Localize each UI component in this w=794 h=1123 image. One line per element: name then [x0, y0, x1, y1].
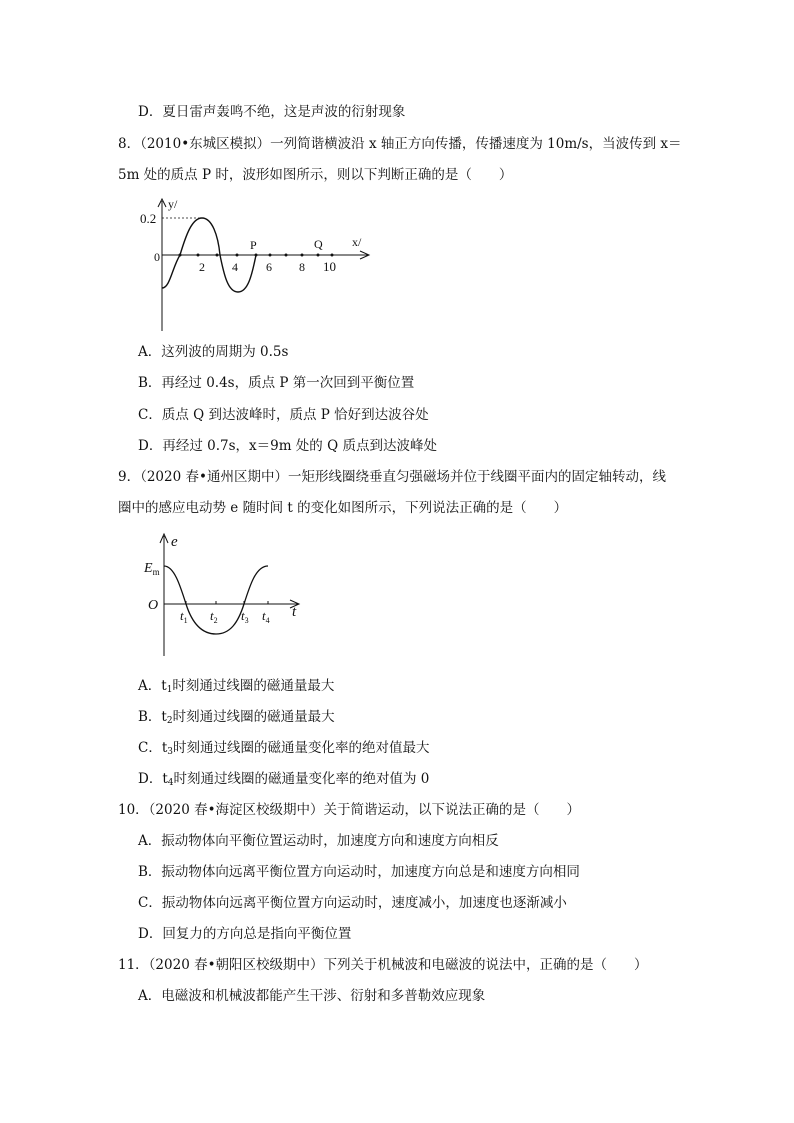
q11-option-a: A．电磁波和机械波都能产生干涉、衍射和多普勒效应现象 [138, 988, 486, 1004]
q8-option-d: D．再经过 0.7s，x＝9m 处的 Q 质点到达波峰处 [138, 438, 437, 454]
emf-y-label: e [171, 534, 178, 550]
wave-x-tick: 6 [266, 260, 272, 274]
q9-option-d: D．$t_4$时刻通过线圈的磁通量变化率的绝对值为 0 [138, 771, 430, 788]
q9-option-c: C．$t_3$时刻通过线圈的磁通量变化率的绝对值最大 [138, 740, 430, 757]
wave-point-q-label: Q [314, 237, 323, 251]
q8-option-b: B．再经过 0.4s，质点 P 第一次回到平衡位置 [138, 375, 415, 391]
wave-point-p-label: P [250, 238, 257, 252]
emf-t-tick-label: $t_1$ [180, 608, 188, 625]
wave-x-tick: 10 [323, 259, 336, 274]
q10-option-b: B．振动物体向远离平衡位置方向运动时，加速度方向总是和速度方向相同 [138, 864, 580, 880]
q8-option-a: A．这列波的周期为 0.5s [138, 344, 289, 360]
wave-x-tick: 8 [299, 260, 305, 274]
wave-amplitude-label: 0.2 [140, 211, 157, 226]
q8-stem-line2: 5m 处的质点 P 时，波形如图所示，则以下判断正确的是（ ） [118, 167, 513, 183]
wave-origin-label: 0 [154, 250, 160, 264]
emf-t-label: t [292, 604, 297, 620]
q9-stem-line1: 9．（2020 春•通州区期中）一矩形线圈绕垂直匀强磁场并位于线圈平面内的固定轴转动，线 [118, 469, 666, 485]
emf-t-tick-label: $t_2$ [210, 608, 218, 625]
q10-stem: 10．（2020 春•海淀区校级期中）关于简谐运动，以下说法正确的是（ ） [118, 802, 581, 818]
q11-stem: 11．（2020 春•朝阳区校级期中）下列关于机械波和电磁波的说法中，正确的是（ ） [118, 957, 648, 973]
q10-option-d: D．回复力的方向总是指向平衡位置 [138, 926, 352, 942]
q10-option-c: C．振动物体向远离平衡位置方向运动时，速度减小，加速度也逐渐减小 [138, 895, 567, 911]
q9-option-a: A．$t_1$时刻通过线圈的磁通量最大 [138, 678, 335, 695]
q8-stem-line1: 8．（2010•东城区模拟）一列简谐横波沿 x 轴正方向传播，传播速度为 10m/s，当波传到 x＝ [118, 136, 682, 152]
q7-option-d: D．夏日雷声轰鸣不绝，这是声波的衍射现象 [138, 104, 406, 120]
wave-x-tick: 2 [199, 260, 205, 274]
wave-figure [140, 195, 380, 335]
emf-t-tick-label: $t_3$ [241, 608, 249, 625]
emf-em-label: $E_m$ [144, 561, 160, 577]
wave-x-tick: 4 [232, 260, 238, 274]
q9-option-b: B．$t_2$时刻通过线圈的磁通量最大 [138, 709, 335, 726]
q10-option-a: A．振动物体向平衡位置运动时，加速度方向和速度方向相反 [138, 833, 499, 849]
q9-stem-line2: 圈中的感应电动势 e 随时间 t 的变化如图所示，下列说法正确的是（ ） [118, 500, 568, 516]
emf-origin-label: O [148, 598, 159, 613]
wave-x-label: x/ [352, 235, 362, 249]
q8-option-c: C．质点 Q 到达波峰时，质点 P 恰好到达波谷处 [138, 407, 429, 423]
wave-y-label: y/ [168, 197, 178, 211]
emf-t-tick-label: $t_4$ [262, 608, 270, 625]
emf-figure [140, 530, 310, 660]
